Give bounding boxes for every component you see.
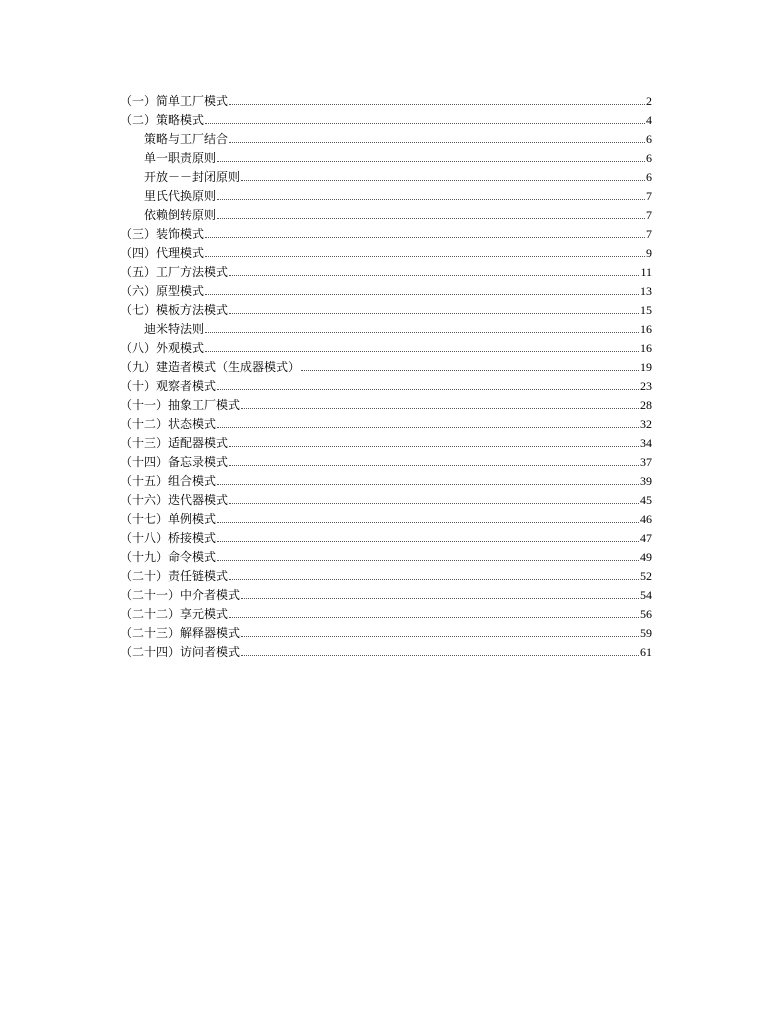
toc-subentry[interactable] xyxy=(120,165,652,184)
toc-entry[interactable] xyxy=(120,564,652,583)
toc-entry-title: （十六）迭代器模式 xyxy=(120,493,229,507)
toc-entry-title: （九）建造者模式（生成器模式） xyxy=(120,360,301,374)
toc-entry-page: 16 xyxy=(640,322,652,336)
dot-leader xyxy=(205,350,639,352)
toc-entry-title: （八）外观模式 xyxy=(120,341,205,355)
toc-entry-page: 54 xyxy=(640,588,652,602)
toc-entry[interactable] xyxy=(120,469,652,488)
toc-entry-title: （十）观察者模式 xyxy=(120,379,217,393)
toc-entry[interactable] xyxy=(120,241,652,260)
toc-entry-page: 6 xyxy=(646,151,652,165)
dot-leader xyxy=(217,521,639,523)
dot-leader xyxy=(229,464,639,466)
toc-entry[interactable] xyxy=(120,260,652,279)
dot-leader xyxy=(301,369,639,371)
toc-entry-page: 28 xyxy=(640,398,652,412)
toc-entry-page: 34 xyxy=(640,436,652,450)
toc-entry-page: 16 xyxy=(640,341,652,355)
toc-entry-page: 56 xyxy=(640,607,652,621)
toc-entry-page: 46 xyxy=(640,512,652,526)
toc-entry[interactable] xyxy=(120,393,652,412)
toc-subentry[interactable] xyxy=(120,127,652,146)
toc-entry-page: 9 xyxy=(646,246,652,260)
toc-entry[interactable] xyxy=(120,222,652,241)
toc-entry-title: （二十四）访问者模式 xyxy=(120,645,241,659)
dot-leader xyxy=(229,578,639,580)
toc-entry-page: 37 xyxy=(640,455,652,469)
toc-entry[interactable] xyxy=(120,355,652,374)
toc-entry-title: 单一职责原则 xyxy=(144,151,217,165)
dot-leader xyxy=(229,141,645,143)
dot-leader xyxy=(229,312,639,314)
toc-entry-page: 45 xyxy=(640,493,652,507)
dot-leader xyxy=(217,198,645,200)
dot-leader xyxy=(229,103,645,105)
toc-entry-title: （二）策略模式 xyxy=(120,113,205,127)
toc-entry[interactable] xyxy=(120,602,652,621)
toc-entry-title: （一）简单工厂模式 xyxy=(120,94,229,108)
toc-entry-title: （六）原型模式 xyxy=(120,284,205,298)
toc-entry-page: 52 xyxy=(640,569,652,583)
dot-leader xyxy=(205,293,639,295)
toc-entry-title: 里氏代换原则 xyxy=(144,189,217,203)
toc-entry-page: 47 xyxy=(640,531,652,545)
toc-entry[interactable] xyxy=(120,298,652,317)
toc-entry-page: 59 xyxy=(640,626,652,640)
toc-entry[interactable] xyxy=(120,545,652,564)
toc-entry[interactable] xyxy=(120,279,652,298)
toc-entry-page: 7 xyxy=(646,208,652,222)
toc-entry-title: （十七）单例模式 xyxy=(120,512,217,526)
toc-entry-page: 2 xyxy=(646,94,652,108)
table-of-contents xyxy=(120,89,652,659)
toc-entry[interactable] xyxy=(120,488,652,507)
toc-subentry[interactable] xyxy=(120,203,652,222)
toc-entry[interactable] xyxy=(120,374,652,393)
toc-entry[interactable] xyxy=(120,89,652,108)
toc-entry-title: 迪米特法则 xyxy=(144,322,205,336)
toc-entry-title: （二十二）享元模式 xyxy=(120,607,229,621)
toc-entry[interactable] xyxy=(120,526,652,545)
toc-entry-title: （十九）命令模式 xyxy=(120,550,217,564)
toc-entry-title: （五）工厂方法模式 xyxy=(120,265,229,279)
dot-leader xyxy=(205,331,639,333)
dot-leader xyxy=(229,616,639,618)
dot-leader xyxy=(205,255,645,257)
toc-entry[interactable] xyxy=(120,450,652,469)
dot-leader xyxy=(217,559,639,561)
dot-leader xyxy=(217,483,639,485)
toc-entry-page: 11 xyxy=(640,265,652,279)
toc-entry-title: （十五）组合模式 xyxy=(120,474,217,488)
dot-leader xyxy=(241,635,639,637)
toc-entry-title: （十八）桥接模式 xyxy=(120,531,217,545)
dot-leader xyxy=(205,122,645,124)
dot-leader xyxy=(205,236,645,238)
toc-entry-title: （四）代理模式 xyxy=(120,246,205,260)
toc-entry[interactable] xyxy=(120,412,652,431)
toc-entry[interactable] xyxy=(120,621,652,640)
toc-entry-title: （十二）状态模式 xyxy=(120,417,217,431)
toc-entry-title: 依赖倒转原则 xyxy=(144,208,217,222)
toc-entry-page: 6 xyxy=(646,170,652,184)
toc-entry-title: 策略与工厂结合 xyxy=(144,132,229,146)
toc-entry-title: 开放－－封闭原则 xyxy=(144,170,241,184)
dot-leader xyxy=(229,274,639,276)
toc-entry-title: （十一）抽象工厂模式 xyxy=(120,398,241,412)
dot-leader xyxy=(241,179,645,181)
toc-subentry[interactable] xyxy=(120,146,652,165)
dot-leader xyxy=(217,426,639,428)
toc-entry-title: （十三）适配器模式 xyxy=(120,436,229,450)
toc-subentry[interactable] xyxy=(120,184,652,203)
dot-leader xyxy=(217,388,639,390)
dot-leader xyxy=(217,217,645,219)
toc-entry-title: （二十一）中介者模式 xyxy=(120,588,241,602)
toc-entry-page: 15 xyxy=(640,303,652,317)
dot-leader xyxy=(229,502,639,504)
toc-entry[interactable] xyxy=(120,431,652,450)
toc-entry-page: 49 xyxy=(640,550,652,564)
toc-entry[interactable] xyxy=(120,583,652,602)
dot-leader xyxy=(217,160,645,162)
dot-leader xyxy=(241,654,639,656)
toc-entry-page: 61 xyxy=(640,645,652,659)
dot-leader xyxy=(241,407,639,409)
toc-entry[interactable] xyxy=(120,336,652,355)
toc-subentry[interactable] xyxy=(120,317,652,336)
toc-entry-page: 6 xyxy=(646,132,652,146)
toc-entry-page: 4 xyxy=(646,113,652,127)
dot-leader xyxy=(229,445,639,447)
toc-entry-page: 7 xyxy=(646,189,652,203)
toc-entry-title: （二十三）解释器模式 xyxy=(120,626,241,640)
toc-entry-page: 19 xyxy=(640,360,652,374)
toc-entry-page: 13 xyxy=(640,284,652,298)
dot-leader xyxy=(241,597,639,599)
toc-entry-title: （二十）责任链模式 xyxy=(120,569,229,583)
dot-leader xyxy=(217,540,639,542)
toc-entry-title: （三）装饰模式 xyxy=(120,227,205,241)
toc-entry[interactable] xyxy=(120,507,652,526)
toc-entry-title: （十四）备忘录模式 xyxy=(120,455,229,469)
toc-entry-page: 7 xyxy=(646,227,652,241)
toc-entry-title: （七）模板方法模式 xyxy=(120,303,229,317)
toc-entry-page: 23 xyxy=(640,379,652,393)
toc-entry-page: 39 xyxy=(640,474,652,488)
toc-entry[interactable] xyxy=(120,640,652,659)
toc-entry-page: 32 xyxy=(640,417,652,431)
toc-entry[interactable] xyxy=(120,108,652,127)
